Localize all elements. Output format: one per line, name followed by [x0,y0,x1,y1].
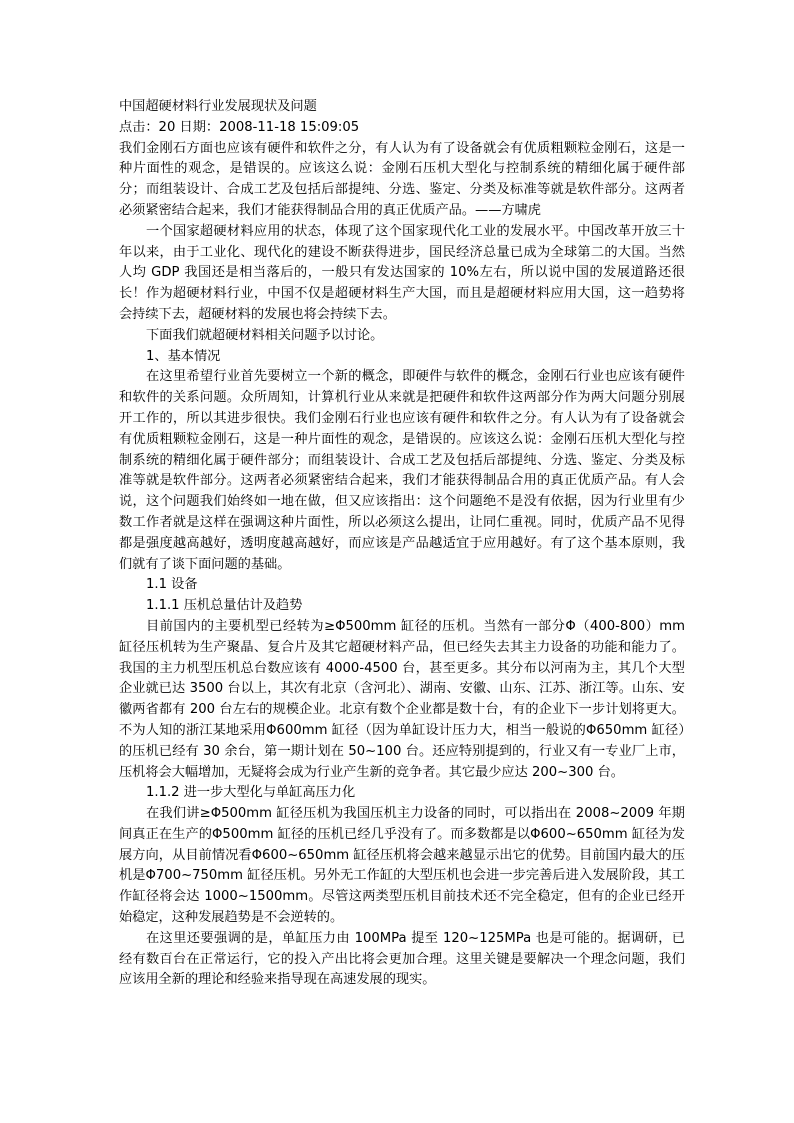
section-heading-press-total: 1.1.1 压机总量估计及趋势 [146,598,303,614]
paragraph-overview: 一个国家超硬材料应用的状态，体现了这个国家现代化工业的发展水平。中国改革开放三十年以来，由于工业化、现代化的建设不断获得进步，国民经济总量已成为全球第二的大国。当然人均 GDP 我国还是相当落后的，一般只有发达国家的 10%左右，所以说中国的发展道路还很长！作为超硬材料行业，中国不仅是超硬材料生产大国，而且是超硬材料应用大国，这一趋势将会持续下去，超硬材料的发展也将会持续下去。 [119,223,685,322]
paragraph-high-pressure: 在这里还要强调的是，单缸压力由 100MPa 提至 120~125MPa 也是可能的。据调研，已经有数百台在正常运行，它的投入产出比将会更加合理。这里关键是要解决一个理念问题，我们应该用全新的理论和经验来指导现在高速发展的现实。 [119,930,685,988]
section-heading-equipment: 1.1 设备 [146,577,198,593]
paragraph-press-total: 目前国内的主要机型已经转为≥Φ500mm 缸径的压机。当然有一部分Φ（400-800）mm 缸径压机转为生产聚晶、复合片及其它超硬材料产品，但已经失去其主力设备的功能和能力了。我国的主力机型压机总台数应该有 4000-4500 台，甚至更多。其分布以河南为主，其几个大型企业就已达 3500 台以上，其次有北京（含河北）、湖南、安徽、山东、江苏、浙江等。山东、安徽两省都有 200 台左右的规模企业。北京有数个企业都是数十台，有的企业下一步计划将更大。不为人知的浙江某地采用Φ600mm 缸径（因为单缸设计压力大，相当一般说的Φ650mm 缸径）的压机已经有 30 余台，第一期计划在 50~100 台。还应特别提到的，行业又有一专业厂上市，压机将会大幅增加，无疑将会成为行业产生新的竞争者。其它最少应达 200~300 台。 [119,618,685,780]
document-meta: 点击：20 日期：2008-11-18 15:09:05 [119,119,360,135]
paragraph-discussion-intro: 下面我们就超硬材料相关问题予以讨论。 [146,327,384,343]
section-heading-basic: 1、基本情况 [146,348,221,364]
document-title: 中国超硬材料行业发展现状及问题 [119,99,317,114]
section-heading-large-scale: 1.1.2 进一步大型化与单缸高压力化 [146,785,356,801]
document-page [119,97,685,991]
paragraph-large-scale: 在我们讲≥Φ500mm 缸径压机为我国压机主力设备的同时，可以指出在 2008~2009 年期间真正在生产的Φ500mm 缸径的压机已经几乎没有了。而多数都是以Φ600~650mm 缸径为发展方向，从目前情况看Φ600~650mm 缸径压机将会越来越显示出它的优势。目前国内最大的压机是Φ700~750mm 缸径压机。另外无工作缸的大型压机也会进一步完善后进入发展阶段，其工作缸径将会达 1000~1500mm。尽管这两类型压机目前技术还不完全稳定，但有的企业已经开始稳定，这种发展趋势是不会逆转的。 [119,806,685,926]
paragraph-hardware-software: 在这里希望行业首先要树立一个新的概念，即硬件与软件的概念，金刚石行业也应该有硬件和软件的关系问题。众所周知，计算机行业从来就是把硬件和软件这两部分作为两大问题分别展开工作的，所以其进步很快。我们金刚石行业也应该有硬件和软件之分。有人认为有了设备就会有优质粗颗粒金刚石，这是一种片面性的观念，是错误的。应该这么说：金刚石压机大型化与控制系统的精细化属于硬件部分；而组装设计、合成工艺及包括后部提纯、分选、鉴定、分类及标准等就是软件部分。这两者必须紧密结合起来，我们才能获得制品合用的真正优质产品。有人会说，这个问题我们始终如一地在做，但又应该指出：这个问题绝不是没有依据，因为行业里有少数工作者就是这样在强调这种片面性，所以必须这么提出，让同仁重视。同时，优质产品不见得都是强度越高越好，透明度越高越好，而应该是产品越适宜于应用越好。有了这个基本原则，我们就有了谈下面问题的基础。 [119,369,685,572]
intro-quote-paragraph: 我们金刚石方面也应该有硬件和软件之分，有人认为有了设备就会有优质粗颗粒金刚石，这是一种片面性的观念，是错误的。应该这么说：金刚石压机大型化与控制系统的精细化属于硬件部分；而组装设计、合成工艺及包括后部提纯、分选、鉴定、分类及标准等就是软件部分。这两者必须紧密结合起来，我们才能获得制品合用的真正优质产品。——方啸虎 [119,140,685,218]
